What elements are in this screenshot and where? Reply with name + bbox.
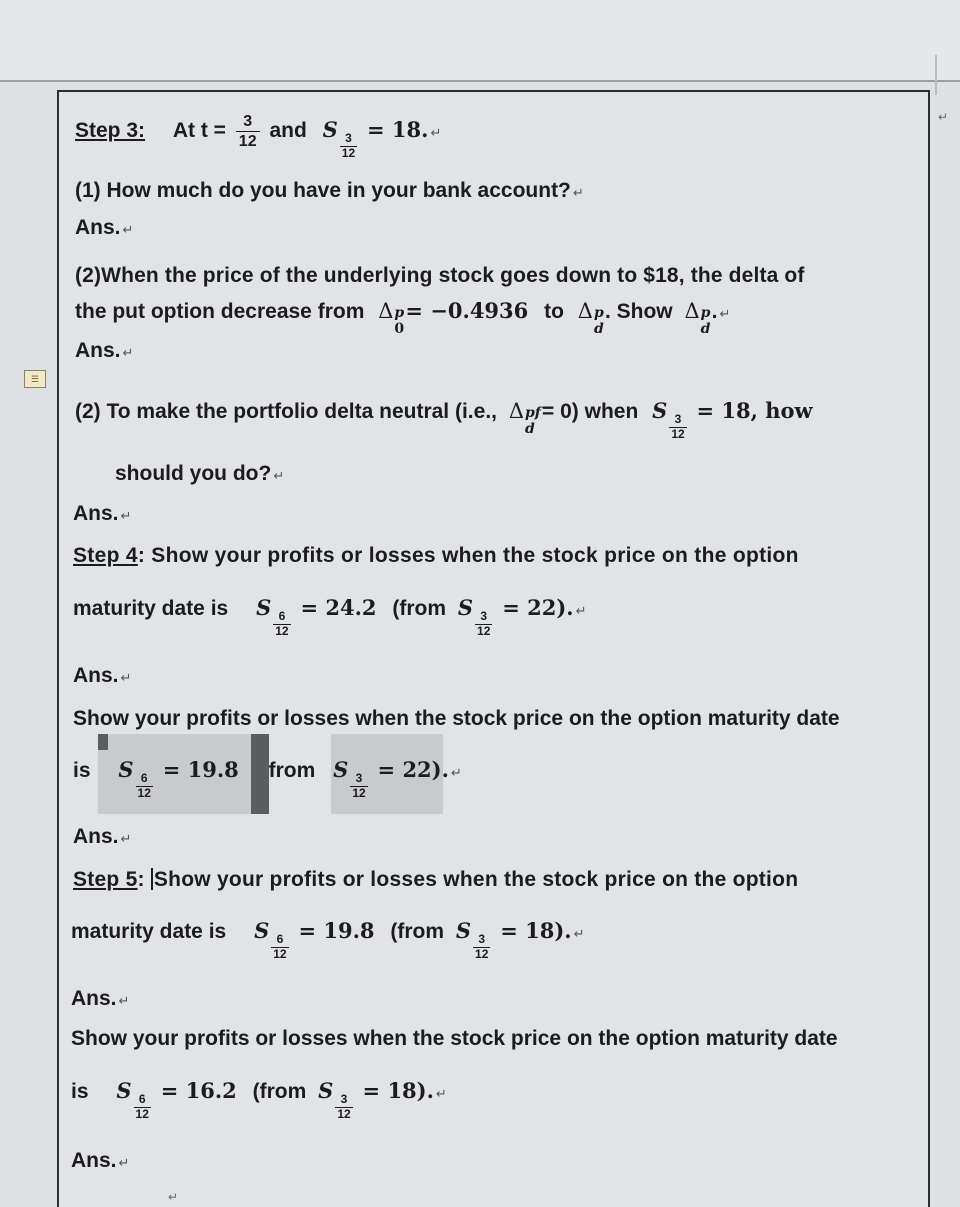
stock-price-symbol: S (322, 117, 338, 143)
margin-marker (935, 55, 937, 95)
step5-line2[interactable]: maturity date is S $\frac{6}{12}$ = 19.8 (from S $\frac{3}{12}$ = 18). ↵ (71, 918, 585, 961)
question-3-line2[interactable]: should you do? ↵ (115, 462, 285, 485)
step4b-line1[interactable]: Show your profits or losses when the stock price on the option maturity date (73, 707, 840, 730)
answer-4[interactable]: Ans. ↵ (73, 664, 132, 687)
answer-2[interactable]: Ans. ↵ (75, 339, 134, 362)
comment-icon[interactable]: ☰ (24, 370, 46, 388)
step5b-line1[interactable]: Show your profits or losses when the stock price on the option maturity date (71, 1027, 838, 1050)
question-3-line1[interactable]: (2) To make the portfolio delta neutral (i.e., Δ pf d = 0) when S $\frac{3}{12}$ = 18, how (75, 398, 813, 441)
selection-handle-top[interactable] (98, 734, 108, 750)
step3-and-text: and (269, 119, 307, 143)
step3-value: = 18. (367, 117, 429, 143)
question-1[interactable]: (1) How much do you have in your bank account? ↵ (75, 179, 584, 202)
step5b-line2[interactable]: is S $\frac{6}{12}$ = 16.2 (from S $\frac{3}{12}$ = 18). ↵ (71, 1078, 447, 1121)
text-cursor (151, 868, 153, 890)
question-2-line1[interactable]: (2)When the price of the underlying stock goes down to $18, the delta of (75, 264, 805, 287)
paragraph-mark-bottom: ↵ (168, 1190, 179, 1204)
step4-line2[interactable]: maturity date is S $\frac{6}{12}$ = 24.2 (from S $\frac{3}{12}$ = 22). ↵ (73, 595, 587, 638)
question-2-line2[interactable]: the put option decrease from Δ p 0 = −0.4936 to Δ p d . Show Δ p d . ↵ (75, 298, 731, 337)
header-rule (0, 80, 960, 82)
answer-3[interactable]: Ans. ↵ (73, 502, 132, 525)
answer-5[interactable]: Ans. ↵ (73, 825, 132, 848)
step4b-line2[interactable]: is S $\frac{6}{12}$ = 19.8 from S $\frac{3}{12}$ = 22). ↵ (73, 757, 462, 800)
step3-line[interactable]: Step 3: At t = $\frac{3}{12}$ and S $\frac{3}{12}$ = 18. ↵ (75, 113, 442, 161)
stock-time-subscript: $\frac{3}{12}$ (341, 131, 356, 161)
step5-label: Step 5 (73, 868, 138, 891)
step4-label: Step 4 (73, 544, 138, 567)
answer-1[interactable]: Ans. ↵ (75, 216, 134, 239)
time-fraction: $\frac{3}{12}$ (236, 112, 260, 151)
step3-at-text: At t = (172, 119, 226, 143)
step5-line1[interactable]: Step 5: Show your profits or losses when the stock price on the option (73, 868, 799, 891)
answer-6[interactable]: Ans. ↵ (71, 987, 130, 1010)
step4-line1[interactable]: Step 4: Show your profits or losses when the stock price on the option (73, 544, 799, 567)
document-top-margin (0, 0, 960, 82)
paragraph-mark: ↵ (938, 110, 949, 124)
step3-label: Step 3: (75, 119, 146, 143)
answer-7[interactable]: Ans. ↵ (71, 1149, 130, 1172)
